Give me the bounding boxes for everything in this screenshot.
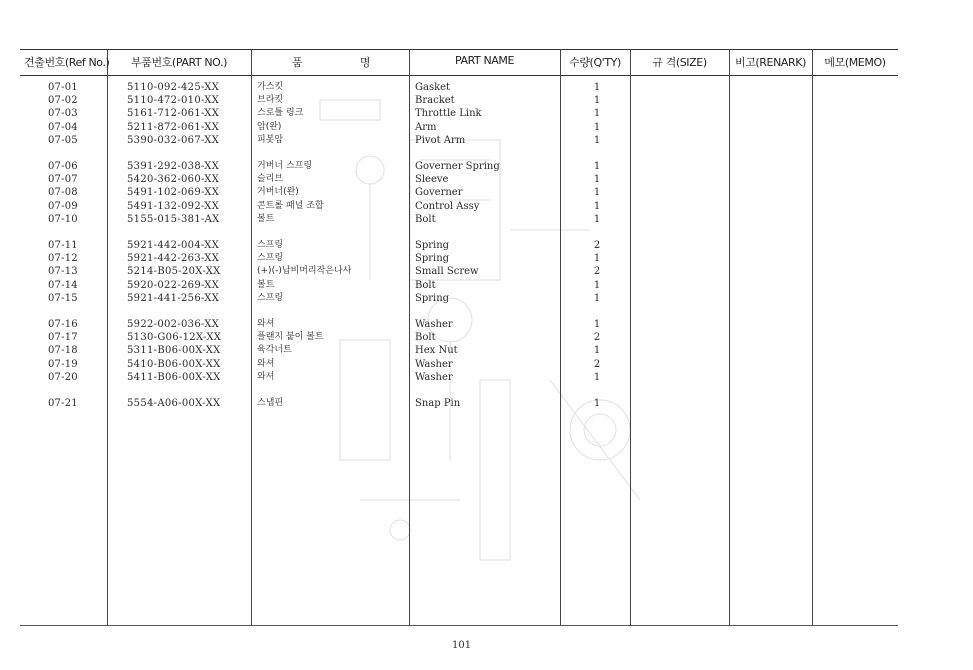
- quantity-cell: 1: [593, 372, 601, 383]
- part-name-cell: Washer: [415, 372, 453, 383]
- ref-no-cell: 07-06: [48, 161, 78, 172]
- part-no-cell: 5110-092-425-XX: [127, 82, 220, 93]
- part-no-cell: 5391-292-038-XX: [127, 161, 220, 172]
- ref-no-cell: 07-16: [48, 319, 78, 330]
- quantity-cell: 1: [593, 174, 601, 185]
- ref-no-cell: 07-03: [48, 108, 78, 119]
- table-row: [0, 200, 973, 213]
- quantity-cell: 2: [593, 266, 601, 277]
- table-row: [0, 331, 973, 344]
- ref-no-cell: 07-13: [48, 266, 78, 277]
- part-no-cell: 5155-015-381-AX: [127, 214, 220, 225]
- table-row: [0, 107, 973, 120]
- header-part-name: PART NAME: [454, 54, 515, 67]
- part-no-cell: 5311-B06-00X-XX: [127, 345, 221, 356]
- quantity-cell: 1: [593, 95, 601, 106]
- korean-name-cell: 육각너트: [257, 345, 292, 355]
- quantity-cell: 1: [593, 161, 601, 172]
- table-bottom-rule: [20, 625, 898, 626]
- part-no-cell: 5922-002-036-XX: [127, 319, 220, 330]
- korean-name-cell: 슬리브: [257, 174, 284, 184]
- quantity-cell: 1: [593, 108, 601, 119]
- table-row: [0, 186, 973, 199]
- quantity-cell: 1: [593, 398, 601, 409]
- korean-name-cell: 거버너(완): [257, 187, 299, 197]
- ref-no-cell: 07-17: [48, 332, 78, 343]
- quantity-cell: 1: [593, 122, 601, 133]
- table-top-rule: [20, 49, 898, 50]
- part-no-cell: 5921-442-263-XX: [127, 253, 220, 264]
- korean-name-cell: 볼트: [257, 214, 275, 224]
- korean-name-cell: 스프링: [257, 253, 284, 263]
- korean-name-cell: (+)(-)납비머리작은나사: [257, 266, 352, 276]
- table-row: [0, 292, 973, 305]
- quantity-cell: 1: [593, 187, 601, 198]
- header-memo: 메모(MEMO): [824, 56, 886, 69]
- header-quantity: 수량(Q'TY): [569, 56, 621, 69]
- part-name-cell: Bolt: [415, 280, 436, 291]
- part-name-cell: Governer: [415, 187, 463, 198]
- table-row: [0, 213, 973, 226]
- ref-no-cell: 07-04: [48, 122, 78, 133]
- part-no-cell: 5491-132-092-XX: [127, 201, 220, 212]
- ref-no-cell: 07-07: [48, 174, 78, 185]
- ref-no-cell: 07-15: [48, 293, 78, 304]
- table-row: [0, 134, 973, 147]
- quantity-cell: 1: [593, 253, 601, 264]
- part-no-cell: 5214-B05-20X-XX: [127, 266, 221, 277]
- part-name-cell: Sleeve: [415, 174, 449, 185]
- korean-name-cell: 스냅핀: [257, 398, 284, 408]
- part-name-cell: Spring: [415, 253, 450, 264]
- part-no-cell: 5491-102-069-XX: [127, 187, 220, 198]
- table-row: [0, 81, 973, 94]
- quantity-cell: 1: [593, 293, 601, 304]
- part-name-cell: Arm: [415, 122, 437, 133]
- part-no-cell: 5130-G06-12X-XX: [127, 332, 222, 343]
- table-row: [0, 239, 973, 252]
- part-name-cell: Bracket: [415, 95, 455, 106]
- table-row: [0, 173, 973, 186]
- table-row: [0, 318, 973, 331]
- korean-name-cell: 와셔: [257, 372, 275, 382]
- korean-name-cell: 가스킷: [257, 82, 284, 92]
- korean-name-cell: 스프링: [257, 240, 284, 250]
- part-no-cell: 5554-A06-00X-XX: [127, 398, 221, 409]
- part-no-cell: 5211-872-061-XX: [127, 122, 220, 133]
- table-row: [0, 397, 973, 410]
- table-row: [0, 265, 973, 278]
- part-no-cell: 5410-B06-00X-XX: [127, 359, 221, 370]
- part-name-cell: Spring: [415, 240, 450, 251]
- korean-name-cell: 브라킷: [257, 95, 284, 105]
- quantity-cell: 2: [593, 332, 601, 343]
- header-part-no: 부품번호(PART NO.): [131, 56, 227, 69]
- header-size: 규 격(SIZE): [652, 56, 707, 69]
- ref-no-cell: 07-19: [48, 359, 78, 370]
- part-no-cell: 5921-442-004-XX: [127, 240, 220, 251]
- part-no-cell: 5110-472-010-XX: [127, 95, 220, 106]
- ref-no-cell: 07-02: [48, 95, 78, 106]
- ref-no-cell: 07-18: [48, 345, 78, 356]
- part-no-cell: 5920-022-269-XX: [127, 280, 220, 291]
- table-row: [0, 94, 973, 107]
- quantity-cell: 2: [593, 240, 601, 251]
- part-name-cell: Control Assy: [415, 201, 480, 212]
- quantity-cell: 1: [593, 280, 601, 291]
- part-name-cell: Snap Pin: [415, 398, 461, 409]
- korean-name-cell: 암(완): [257, 122, 282, 132]
- korean-name-cell: 볼트: [257, 280, 275, 290]
- quantity-cell: 1: [593, 201, 601, 212]
- table-row: [0, 160, 973, 173]
- quantity-cell: 2: [593, 359, 601, 370]
- part-no-cell: 5161-712-061-XX: [127, 108, 220, 119]
- part-no-cell: 5411-B06-00X-XX: [127, 372, 221, 383]
- ref-no-cell: 07-05: [48, 135, 78, 146]
- korean-name-cell: 거버너 스프링: [257, 161, 313, 171]
- part-name-cell: Bolt: [415, 214, 436, 225]
- ref-no-cell: 07-11: [48, 240, 78, 251]
- header-remark: 비고(RENARK): [734, 56, 807, 69]
- quantity-cell: 1: [593, 319, 601, 330]
- ref-no-cell: 07-14: [48, 280, 78, 291]
- part-name-cell: Washer: [415, 319, 453, 330]
- ref-no-cell: 07-01: [48, 82, 78, 93]
- part-name-cell: Pivot Arm: [415, 135, 466, 146]
- ref-no-cell: 07-08: [48, 187, 78, 198]
- part-no-cell: 5420-362-060-XX: [127, 174, 220, 185]
- table-row: [0, 344, 973, 357]
- ref-no-cell: 07-09: [48, 201, 78, 212]
- header-ref-no: 견출번호(Ref No.): [24, 56, 110, 69]
- part-name-cell: Throttle Link: [415, 108, 482, 119]
- korean-name-cell: 플랜지 붙이 볼트: [257, 332, 324, 342]
- part-name-cell: Governer Spring: [415, 161, 500, 172]
- table-row: [0, 279, 973, 292]
- korean-name-cell: 콘트롤 패널 조합: [257, 201, 324, 211]
- korean-name-cell: 스프링: [257, 293, 284, 303]
- part-name-cell: Gasket: [415, 82, 451, 93]
- header-item-name-left: 품: [291, 56, 303, 69]
- korean-name-cell: 와셔: [257, 359, 275, 369]
- ref-no-cell: 07-10: [48, 214, 78, 225]
- part-name-cell: Bolt: [415, 332, 436, 343]
- korean-name-cell: 와셔: [257, 319, 275, 329]
- ref-no-cell: 07-20: [48, 372, 78, 383]
- page-number: 101: [452, 640, 472, 651]
- part-name-cell: Small Screw: [415, 266, 479, 277]
- table-row: [0, 358, 973, 371]
- quantity-cell: 1: [593, 135, 601, 146]
- korean-name-cell: 스로틀 링크: [257, 108, 304, 118]
- ref-no-cell: 07-12: [48, 253, 78, 264]
- quantity-cell: 1: [593, 82, 601, 93]
- part-name-cell: Washer: [415, 359, 453, 370]
- part-name-cell: Hex Nut: [415, 345, 458, 356]
- header-item-name-right: 명: [359, 56, 371, 69]
- table-row: [0, 371, 973, 384]
- korean-name-cell: 피봇암: [257, 135, 284, 145]
- quantity-cell: 1: [593, 345, 601, 356]
- part-no-cell: 5390-032-067-XX: [127, 135, 220, 146]
- table-row: [0, 252, 973, 265]
- table-row: [0, 121, 973, 134]
- part-name-cell: Spring: [415, 293, 450, 304]
- quantity-cell: 1: [593, 214, 601, 225]
- part-no-cell: 5921-441-256-XX: [127, 293, 220, 304]
- header-bottom-rule: [20, 75, 898, 76]
- ref-no-cell: 07-21: [48, 398, 78, 409]
